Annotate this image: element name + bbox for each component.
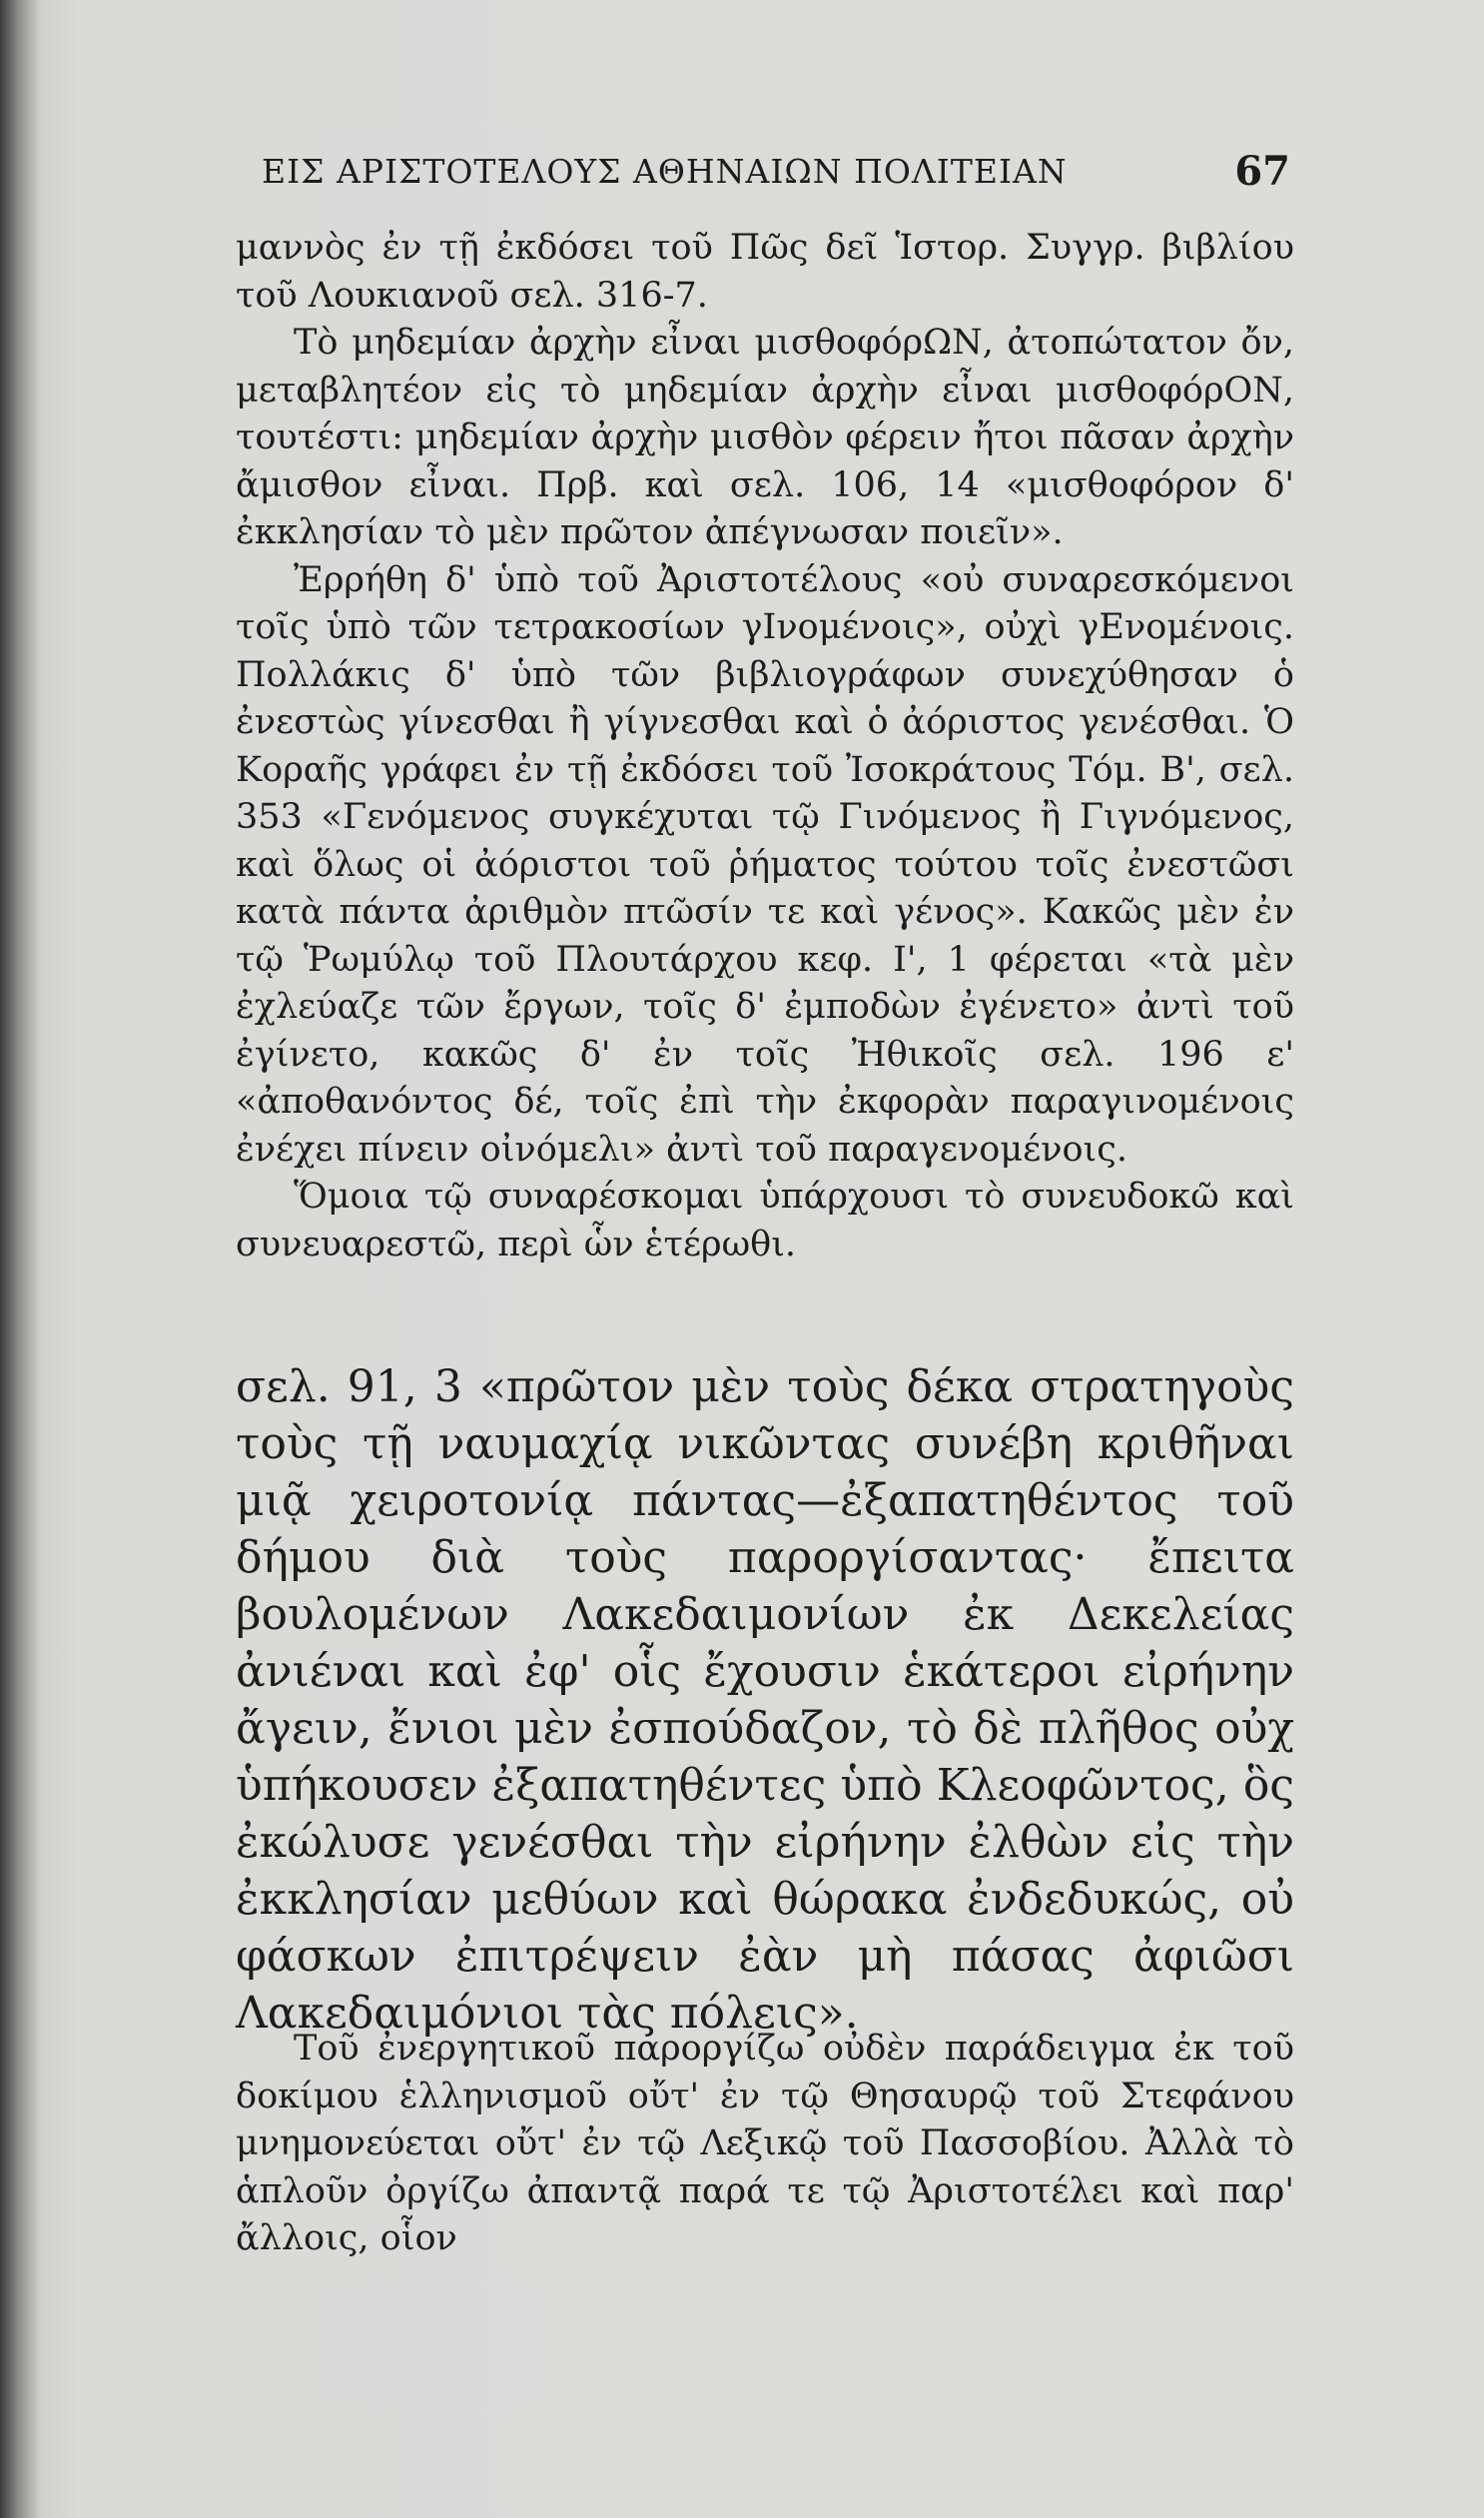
header-title: ΕΙΣ ΑΡΙΣΤΟΤΕΛΟΥΣ ΑΘΗΝΑΙΩΝ ΠΟΛΙΤΕΙΑΝ [262, 152, 1068, 191]
running-header [262, 148, 1290, 202]
page-number: 67 [1234, 148, 1290, 195]
closing-paragraph: Τοῦ ἐνεργητικοῦ παροργίζω οὐδὲν παράδειγμα ἐκ τοῦ δοκίμου ἑλληνισμοῦ οὔτ' ἐν τῷ Θησαυρῷ τοῦ Στεφάνου μνημονεύεται οὔτ' ἐν τῷ Λεξικῷ τοῦ Πασσοβίου. Ἀλλὰ τὸ ἁπλοῦν ὀργίζω ἀπαντᾷ παρά τε τῷ Ἀριστοτέλει καὶ παρ' ἄλλοις, οἷον [236, 2029, 1294, 2258]
main-paragraph: σελ. 91, 3 «πρῶτον μὲν τοὺς δέκα στρατηγοὺς τοὺς τῇ ναυμαχίᾳ νικῶντας συνέβη κριθῆναι μιᾷ χειροτονίᾳ πάντας—ἐξαπατηθέντος τοῦ δήμου διὰ τοὺς παροργίσαντας· ἔπειτα βουλομένων Λακεδαιμονίων ἐκ Δεκελείας ἀνιέναι καὶ ἐφ' οἷς ἔχουσιν ἑκάτεροι εἰρήνην ἄγειν, ἔνιοι μὲν ἐσπούδαζον, τὸ δὲ πλῆθος οὐχ ὑπήκουσεν ἐξαπατηθέντες ὑπὸ Κλεοφῶντος, ὃς ἐκώλυσε γενέσθαι τὴν εἰρήνην ἐλθὼν εἰς τὴν ἐκκλησίαν μεθύων καὶ θώρακα ἐνδεδυκώς, οὐ φάσκων ἐπιτρέψειν ἐὰν μὴ πάσας ἀφιῶσι Λακεδαιμόνιοι τὰς πόλεις». [236, 1361, 1294, 2039]
notes-paragraph: μαννὸς ἐν τῇ ἐκδόσει τοῦ Πῶς δεῖ Ἱστορ. Συγγρ. βιβλίου τοῦ Λουκιανοῦ σελ. 316-7. [236, 228, 1294, 316]
closing-section [236, 2026, 1294, 2263]
notes-section [236, 225, 1294, 1268]
notes-paragraph: Τὸ μηδεμίαν ἀρχὴν εἶναι μισθοφόρΩΝ, ἀτοπώτατον ὄν, μεταβλητέον εἰς τὸ μηδεμίαν ἀρχὴν εἶναι μισθοφόρΟΝ, τουτέστι: μηδεμίαν ἀρχὴν μισθὸν φέρειν ἤτοι πᾶσαν ἀρχὴν ἄμισθον εἶναι. Πρβ. καὶ σελ. 106, 14 «μισθοφόρον δ' ἐκκλησίαν τὸ μὲν πρῶτον ἀπέγνωσαν ποιεῖν». [236, 323, 1294, 552]
main-quotation [236, 1358, 1294, 2042]
notes-paragraph: Ἐρρήθη δ' ὑπὸ τοῦ Ἀριστοτέλους «οὐ συναρεσκόμενοι τοῖς ὑπὸ τῶν τετρακοσίων γΙνομένοις», οὐχὶ γΕνομένοις. Πολλάκις δ' ὑπὸ τῶν βιβλιογράφων συνεχύθησαν ὁ ἐνεστὼς γίνεσθαι ἢ γίγνεσθαι καὶ ὁ ἀόριστος γενέσθαι. Ὁ Κοραῆς γράφει ἐν τῇ ἐκδόσει τοῦ Ἰσοκράτους Τόμ. Β', σελ. 353 «Γενόμενος συγκέχυται τῷ Γινόμενος ἢ Γιγνόμενος, καὶ ὅλως οἱ ἀόριστοι τοῦ ῥήματος τούτου τοῖς ἐνεστῶσι κατὰ πάντα ἀριθμὸν πτῶσίν τε καὶ γένος». Κακῶς μὲν ἐν τῷ Ῥωμύλῳ τοῦ Πλουτάρχου κεφ. Ι', 1 φέρεται «τὰ μὲν ἐχλεύαζε τῶν ἔργων, τοῖς δ' ἐμποδὼν ἐγένετο» ἀντὶ τοῦ ἐγίνετο, κακῶς δ' ἐν τοῖς Ἠθικοῖς σελ. 196 ε' «ἀποθανόντος δέ, τοῖς ἐπὶ τὴν ἐκφορὰν παραγινομένοις ἐνέχει πίνειν οἰνόμελι» ἀντὶ τοῦ παραγενομένοις. [236, 559, 1294, 1170]
notes-paragraph: Ὅμοια τῷ συναρέσκομαι ὑπάρχουσι τὸ συνευδοκῶ καὶ συνευαρεστῶ, περὶ ὧν ἑτέρωθι. [236, 1177, 1294, 1264]
